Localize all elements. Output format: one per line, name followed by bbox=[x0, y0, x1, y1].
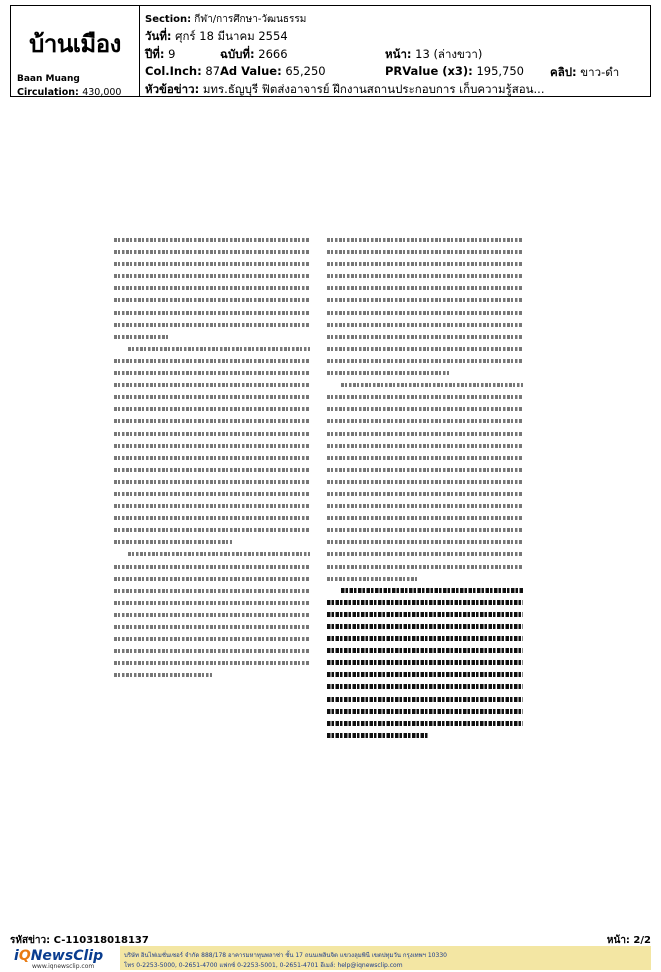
print-line bbox=[327, 487, 523, 499]
print-line bbox=[327, 354, 523, 366]
company-info-bar bbox=[120, 946, 651, 970]
print-line bbox=[114, 656, 310, 668]
print-line bbox=[327, 330, 523, 342]
page-indicator-value: 2/2 bbox=[633, 935, 651, 946]
page-row bbox=[385, 46, 482, 64]
print-line bbox=[327, 475, 523, 487]
print-line bbox=[341, 584, 523, 596]
print-line bbox=[114, 402, 310, 414]
print-line bbox=[114, 281, 310, 293]
print-line bbox=[327, 293, 523, 305]
print-line bbox=[327, 402, 523, 414]
print-line bbox=[327, 318, 523, 330]
date-row bbox=[145, 28, 288, 46]
print-line bbox=[114, 233, 310, 245]
print-line bbox=[327, 680, 523, 692]
adval-value: 65,250 bbox=[285, 64, 326, 78]
print-line bbox=[114, 608, 310, 620]
print-line bbox=[327, 535, 523, 547]
print-line bbox=[114, 414, 310, 426]
page-value: 13 (ล่างขวา) bbox=[415, 47, 483, 61]
print-line bbox=[327, 366, 449, 378]
publication-name-en: Baan Muang bbox=[17, 74, 80, 84]
circulation bbox=[17, 87, 121, 98]
print-line bbox=[114, 451, 310, 463]
issue-label: ฉบับที่: bbox=[220, 47, 255, 61]
print-line bbox=[327, 257, 523, 269]
article-column-left bbox=[114, 233, 310, 767]
year-value: 9 bbox=[168, 47, 176, 61]
print-line bbox=[327, 511, 523, 523]
issue-value: 2666 bbox=[258, 47, 288, 61]
prvalue-row bbox=[385, 64, 524, 78]
print-line bbox=[327, 306, 523, 318]
date-value: ศุกร์ 18 มีนาคม 2554 bbox=[175, 29, 288, 43]
print-line bbox=[114, 499, 310, 511]
print-line bbox=[327, 632, 523, 644]
colinch-row bbox=[145, 64, 220, 78]
print-line bbox=[114, 427, 310, 439]
company-address: บริษัท อินไฟเมชั่นเซอร์ จำกัด 888/178 อาคารมหาทุนพลาซ่า ชั้น 17 ถนนเพลินจิต แขวงลุมพินี เขตปทุมวัน กรุงเทพฯ 10330 bbox=[124, 952, 447, 959]
print-line bbox=[327, 693, 523, 705]
page-label: หน้า: bbox=[385, 47, 412, 61]
print-line bbox=[114, 523, 310, 535]
print-line bbox=[114, 354, 310, 366]
year-row bbox=[145, 46, 175, 64]
print-line bbox=[114, 245, 310, 257]
print-line bbox=[114, 535, 232, 547]
print-line bbox=[327, 499, 523, 511]
print-line bbox=[114, 560, 310, 572]
print-line bbox=[114, 511, 310, 523]
year-label: ปีที่: bbox=[145, 47, 165, 61]
print-line bbox=[327, 427, 523, 439]
print-line bbox=[114, 318, 310, 330]
print-line bbox=[128, 547, 310, 559]
publication-panel bbox=[11, 6, 140, 96]
print-line bbox=[327, 451, 523, 463]
print-line bbox=[114, 378, 310, 390]
publication-logo: บ้านเมือง bbox=[29, 30, 121, 58]
print-line bbox=[327, 414, 523, 426]
print-line bbox=[114, 306, 310, 318]
print-line bbox=[114, 668, 212, 680]
print-line bbox=[327, 245, 523, 257]
print-line bbox=[327, 620, 523, 632]
print-line bbox=[341, 378, 523, 390]
prvalue-value: 195,750 bbox=[476, 64, 524, 78]
print-line bbox=[327, 281, 523, 293]
clipping-header bbox=[10, 5, 651, 97]
section-label: Section: bbox=[145, 14, 192, 25]
headline-row bbox=[145, 81, 545, 99]
print-line bbox=[114, 620, 310, 632]
company-contact: โทร 0-2253-5000, 0-2651-4700 แฟกซ์ 0-2253-5001, 0-2651-4701 อีเมล์: help@iqnewsclip.com bbox=[124, 962, 403, 969]
print-line bbox=[327, 717, 523, 729]
clip-row bbox=[550, 64, 619, 82]
iqnewsclip-logo bbox=[14, 948, 118, 970]
section-value: กีฬา/การศึกษา-วัฒนธรรม bbox=[194, 14, 307, 25]
print-line bbox=[114, 463, 310, 475]
print-line bbox=[327, 342, 523, 354]
circulation-value: 430,000 bbox=[82, 87, 122, 98]
news-code-value: C-110318018137 bbox=[53, 935, 149, 946]
headline-label: หัวข้อข่าว: bbox=[145, 82, 200, 96]
headline-value: มทร.ธัญบุรี ฟิตส่งอาจารย์ ฝึกงานสถานประกอบการ เก็บความรู้สอน... bbox=[202, 82, 545, 96]
news-code-label: รหัสข่าว: bbox=[10, 935, 51, 946]
print-line bbox=[114, 487, 310, 499]
article-clipping bbox=[114, 233, 524, 767]
issue-row bbox=[220, 46, 288, 64]
prvalue-label: PRValue (x3): bbox=[385, 64, 473, 78]
clip-label: คลิป: bbox=[550, 65, 577, 79]
print-line bbox=[114, 644, 310, 656]
adval-row bbox=[220, 64, 326, 78]
print-line bbox=[128, 342, 310, 354]
clip-value: ขาว-ดำ bbox=[580, 65, 620, 79]
page-indicator-label: หน้า: bbox=[606, 935, 630, 946]
print-line bbox=[327, 523, 523, 535]
print-line bbox=[114, 330, 169, 342]
print-line bbox=[114, 632, 310, 644]
colinch-value: 87 bbox=[205, 64, 221, 78]
print-line bbox=[114, 269, 310, 281]
print-line bbox=[114, 257, 310, 269]
print-line bbox=[327, 656, 523, 668]
print-line bbox=[327, 547, 523, 559]
print-line bbox=[327, 668, 523, 680]
print-line bbox=[327, 572, 417, 584]
print-line bbox=[327, 705, 523, 717]
print-line bbox=[327, 439, 523, 451]
print-line bbox=[114, 439, 310, 451]
print-line bbox=[327, 560, 523, 572]
print-line bbox=[114, 596, 310, 608]
print-line bbox=[114, 366, 310, 378]
print-line bbox=[114, 475, 310, 487]
adval-label: Ad Value: bbox=[220, 64, 282, 78]
print-line bbox=[114, 572, 310, 584]
date-label: วันที่: bbox=[145, 29, 172, 43]
brand-url: www.iqnewsclip.com bbox=[32, 963, 95, 970]
print-line bbox=[327, 233, 523, 245]
print-line bbox=[327, 644, 523, 656]
print-line bbox=[327, 608, 523, 620]
print-line bbox=[114, 584, 310, 596]
print-line bbox=[327, 729, 429, 741]
print-line bbox=[327, 390, 523, 402]
article-column-right bbox=[327, 233, 523, 767]
section-row bbox=[145, 12, 306, 27]
print-line bbox=[327, 269, 523, 281]
print-line bbox=[327, 596, 523, 608]
colinch-label: Col.Inch: bbox=[145, 64, 202, 78]
brand-wordmark: iQNewsClip bbox=[14, 948, 104, 964]
print-line bbox=[327, 463, 523, 475]
print-line bbox=[114, 390, 310, 402]
circulation-label: Circulation: bbox=[17, 87, 79, 98]
metadata-panel bbox=[140, 6, 650, 96]
print-line bbox=[114, 293, 310, 305]
